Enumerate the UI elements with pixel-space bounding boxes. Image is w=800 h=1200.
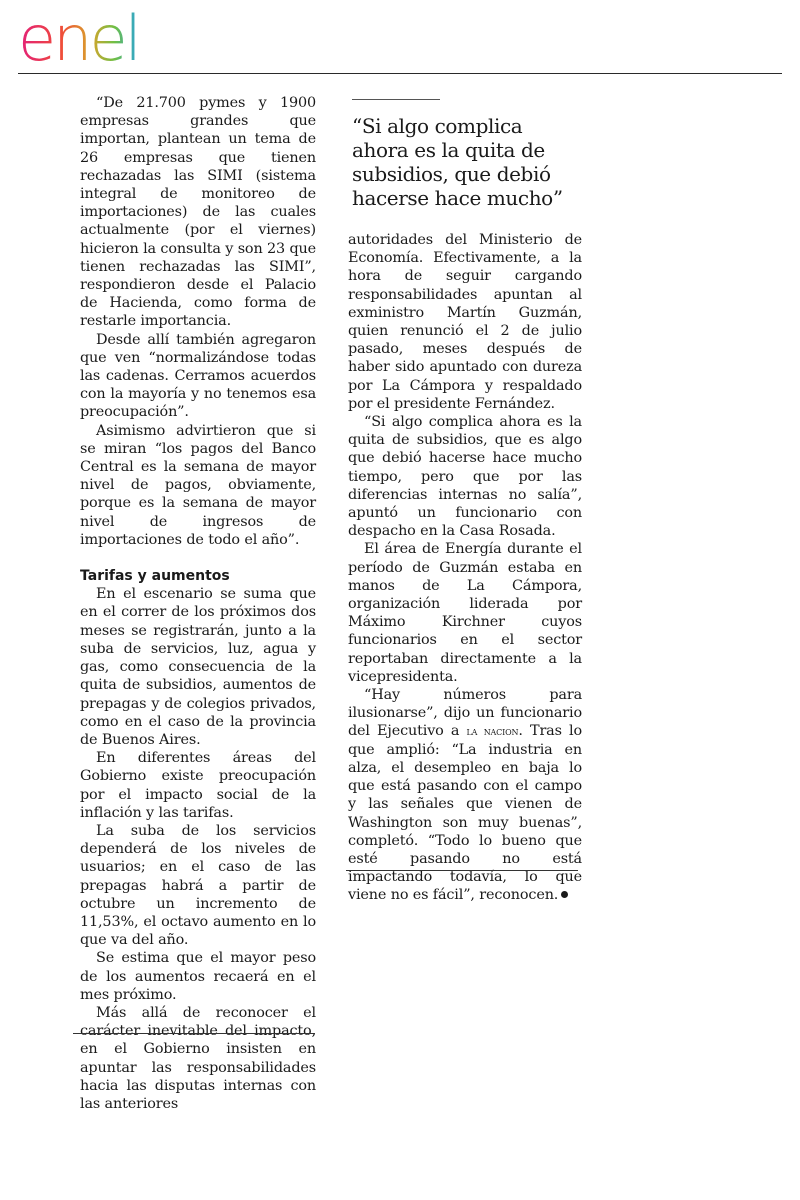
paragraph-text: . Tras lo que amplió: “La industria en alza, el desempleo en baja lo que está pasando con el campo y las señales que vienen de Washington son muy buenas”, completó. “Todo lo bueno que esté pasando no está impactando todavía, lo que viene no es fácil”, reconocen.	[348, 723, 582, 904]
pull-quote: “Si algo complica ahora es la quita de subsidios, que debió hacerse hace mucho”	[352, 114, 563, 210]
paragraph: “De 21.700 pymes y 1900 empresas grandes que importan, plantean un tema de 26 empresas que tienen rechazadas las SIMI (sistema integral de monitoreo de importaciones) de las cuales actualmente (por el viernes) hicieron la consulta y son 23 que tienen rechazadas las SIMI”, respondieron desde el Palacio de Hacienda, como forma de restarle importancia.	[80, 95, 316, 330]
header-divider	[18, 73, 782, 74]
paragraph: “Si algo complica ahora es la quita de subsidios, que es algo que debió hacerse hace mucho tiempo, pero que por las diferencias internas no salía”, apuntó un funcionario con despacho en la Casa Rosada.	[348, 414, 582, 540]
article-column-left	[80, 94, 316, 1113]
paragraph: El área de Energía durante el período de Guzmán estaba en manos de La Cámpora, organización liderada por Máximo Kirchner cuyos funcionarios en el sector reportaban directamente a la vicepresidenta.	[348, 541, 582, 685]
paragraph: Desde allí también agregaron que ven “normalizándose todas las cadenas. Cerramos acuerdos con la mayoría y no tenemos esa preocupación”.	[80, 331, 316, 421]
paragraph	[348, 686, 582, 904]
column-end-rule	[73, 1033, 315, 1034]
logo-text: enel	[18, 8, 139, 70]
paragraph: Se estima que el mayor peso de los aumentos recaerá en el mes próximo.	[80, 950, 316, 1003]
column-end-rule	[346, 870, 578, 871]
article-column-right	[348, 231, 582, 905]
paragraph: En el escenario se suma que en el correr de los próximos dos meses se registrarán, junto a la suba de servicios, luz, agua y gas, como consecuencia de la quita de subsidios, aumentos de prepagas y de colegios privados, como en el caso de la provincia de Buenos Aires.	[80, 586, 316, 748]
source-name: la nacion	[466, 724, 519, 739]
section-subheading: Tarifas y aumentos	[80, 568, 230, 585]
paragraph: Asimismo advirtieron que si se miran “los pagos del Banco Central es la semana de mayor nivel de pagos, obviamente, porque es la semana de mayor nivel de ingresos de importaciones de todo el año”.	[80, 422, 316, 548]
paragraph-text: “Hay números para ilusionarse”, dijo un funcionario del Ejecutivo a	[348, 687, 582, 740]
paragraph: Más allá de reconocer el carácter inevitable del impacto, en el Gobierno insisten en apuntar las responsabilidades hacia las disputas internas con las anteriores	[80, 1004, 316, 1112]
paragraph: En diferentes áreas del Gobierno existe preocupación por el impacto social de la inflación y las tarifas.	[80, 750, 316, 821]
pull-quote-rule	[352, 99, 440, 100]
end-mark-icon	[561, 891, 568, 898]
enel-logo	[18, 8, 170, 70]
paragraph: autoridades del Ministerio de Economía. Efectivamente, a la hora de seguir cargando responsabilidades apuntan al exministro Martín Guzmán, quien renunció el 2 de julio pasado, meses después de haber sido apuntado con dureza por La Cámpora y respaldado por el presidente Fernández.	[348, 232, 582, 412]
paragraph: La suba de los servicios dependerá de los niveles de usuarios; en el caso de las prepagas habrá a partir de octubre un incremento de 11,53%, el octavo aumento en lo que va del año.	[80, 822, 316, 949]
